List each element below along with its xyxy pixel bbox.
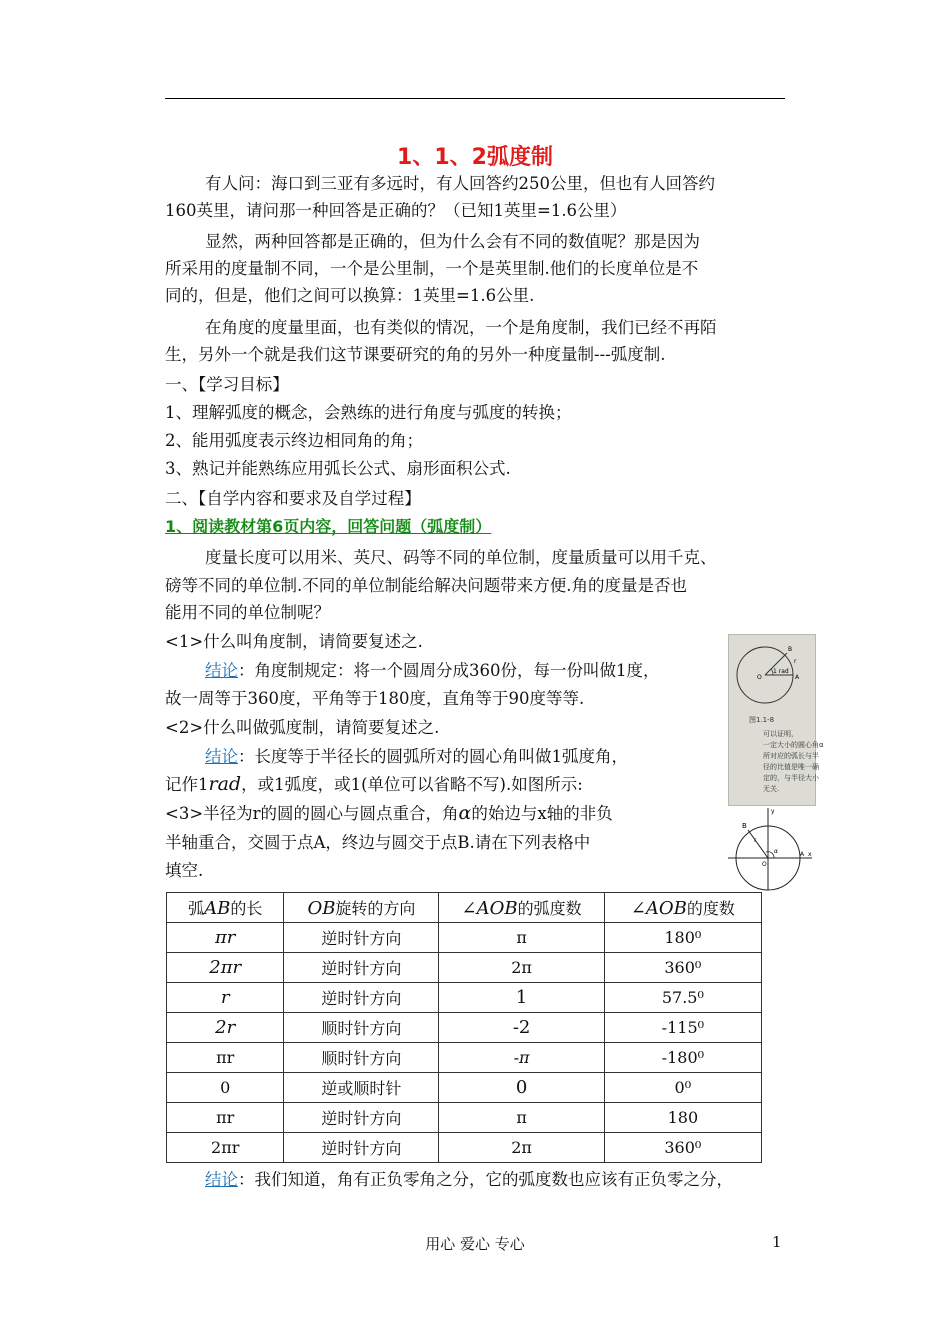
table-row: πr 顺时针方向 -π -180⁰: [167, 1043, 762, 1073]
header-cell: 弧AB的长: [167, 893, 284, 923]
intro-line: 显然，两种回答都是正确的，但为什么会有不同的数值呢？那是因为: [205, 232, 700, 251]
svg-text:A: A: [800, 851, 805, 858]
svg-text:y: y: [771, 808, 775, 815]
svg-text:O: O: [757, 674, 762, 681]
question-1: <1>什么叫角度制，请简要复述之.: [165, 632, 423, 651]
svg-text:1 rad: 1 rad: [773, 668, 789, 675]
svg-text:α: α: [774, 848, 779, 855]
body-line: 度量长度可以用米、英尺、码等不同的单位制，度量质量可以用千克、: [205, 548, 717, 567]
page-footer: 用心 爱心 专心: [425, 1235, 525, 1253]
header-cell: OB旋转的方向: [284, 893, 439, 923]
page-title: 1、1、2弧度制: [397, 145, 553, 170]
section-heading: 一、【学习目标】: [165, 375, 289, 394]
final-conclusion: 结论：我们知道，角有正负零角之分，它的弧度数也应该有正负零之分，: [205, 1170, 733, 1189]
header-cell: ∠AOB的度数: [604, 893, 761, 923]
table-row: πr 逆时针方向 π 180⁰: [167, 923, 762, 953]
figure-caption: 图1.1-8: [749, 716, 775, 724]
svg-text:A: A: [795, 674, 800, 681]
rad-unit: rad: [208, 773, 242, 795]
intro-line: 所采用的度量制不同，一个是公里制，一个是英里制.他们的长度单位是不: [165, 259, 699, 278]
conclusion-label: 结论: [205, 747, 238, 766]
question-2: <2>什么叫做弧度制，请简要复述之.: [165, 718, 440, 737]
conclusion-label: 结论: [205, 661, 238, 680]
answer-2: 结论：长度等于半径长的圆弧所对的圆心角叫做1弧度角，: [205, 747, 628, 766]
question-3-cont: 半轴重合，交圆于点A，终边与圆交于点B.请在下列表格中: [165, 833, 591, 852]
question-3-cont: 填空.: [165, 861, 204, 880]
goal-item: 1、理解弧度的概念，会熟练的进行角度与弧度的转换；: [165, 403, 572, 422]
svg-text:x: x: [808, 851, 812, 858]
table-row: 2πr 逆时针方向 2π 360⁰: [167, 1133, 762, 1163]
alpha-symbol: α: [458, 802, 472, 824]
table-row: 0 逆或顺时针 0 0⁰: [167, 1073, 762, 1103]
table-row: r 逆时针方向 1 57.5⁰: [167, 983, 762, 1013]
page-number: 1: [772, 1233, 782, 1251]
body-line: 能用不同的单位制呢？: [165, 603, 330, 622]
intro-line: 160英里，请问那一种回答是正确的？（已知1英里=1.6公里）: [165, 201, 627, 220]
intro-line: 有人问：海口到三亚有多远时，有人回答约250公里，但也有人回答约: [205, 174, 715, 193]
intro-line: 生，另外一个就是我们这节课要研究的角的另外一种度量制---弧度制.: [165, 345, 666, 364]
section-heading: 二、【自学内容和要求及自学过程】: [165, 489, 421, 508]
table-header-row: [167, 893, 762, 923]
intro-line: 在角度的度量里面，也有类似的情况，一个是角度制，我们已经不再陌: [205, 318, 717, 337]
answer-1: 结论：角度制规定：将一个圆周分成360份，每一份叫做1度，: [205, 661, 660, 680]
svg-text:r: r: [794, 658, 797, 665]
answer-1-cont: 故一周等于360度，平角等于180度，直角等于90度等等.: [165, 689, 585, 708]
conclusion-label: 结论: [205, 1170, 238, 1189]
answer-2-cont: 记作1rad，或1弧度，或1(单位可以省略不写).如图所示:: [165, 773, 583, 795]
header-rule: [165, 98, 785, 99]
table-row: πr 逆时针方向 π 180: [167, 1103, 762, 1133]
goal-item: 2、能用弧度表示终边相同角的角；: [165, 431, 423, 450]
task-heading: 1、阅读教材第6页内容，回答问题（弧度制）: [165, 517, 492, 536]
intro-line: 同的，但是，他们之间可以换算：1英里=1.6公里.: [165, 286, 535, 305]
svg-text:O: O: [762, 861, 767, 868]
radian-figure-scan: 1 rad O A B r 图1.1-8 可以证明， 一定大小的圆心角α 所对应的弧长与半 径的比值是唯一确 定的，与半径大小 无关.: [728, 634, 816, 806]
header-cell: ∠AOB的弧度数: [439, 893, 604, 923]
svg-text:B: B: [788, 646, 793, 653]
arc-angle-table: [166, 892, 762, 1163]
svg-text:B: B: [742, 822, 747, 830]
body-line: 磅等不同的单位制.不同的单位制能给解决问题带来方便.角的度量是否也: [165, 576, 687, 595]
goal-item: 3、熟记并能熟练应用弧长公式、扇形面积公式.: [165, 459, 511, 478]
radian-circle-diagram: [729, 635, 815, 707]
table-row: 2πr 逆时针方向 2π 360⁰: [167, 953, 762, 983]
axis-circle-diagram: [728, 806, 814, 892]
svg-text:r: r: [754, 837, 757, 844]
table-row: 2r 顺时针方向 -2 -115⁰: [167, 1013, 762, 1043]
question-3: <3>半径为r的圆的圆心与圆点重合，角α的始边与x轴的非负: [165, 802, 613, 824]
